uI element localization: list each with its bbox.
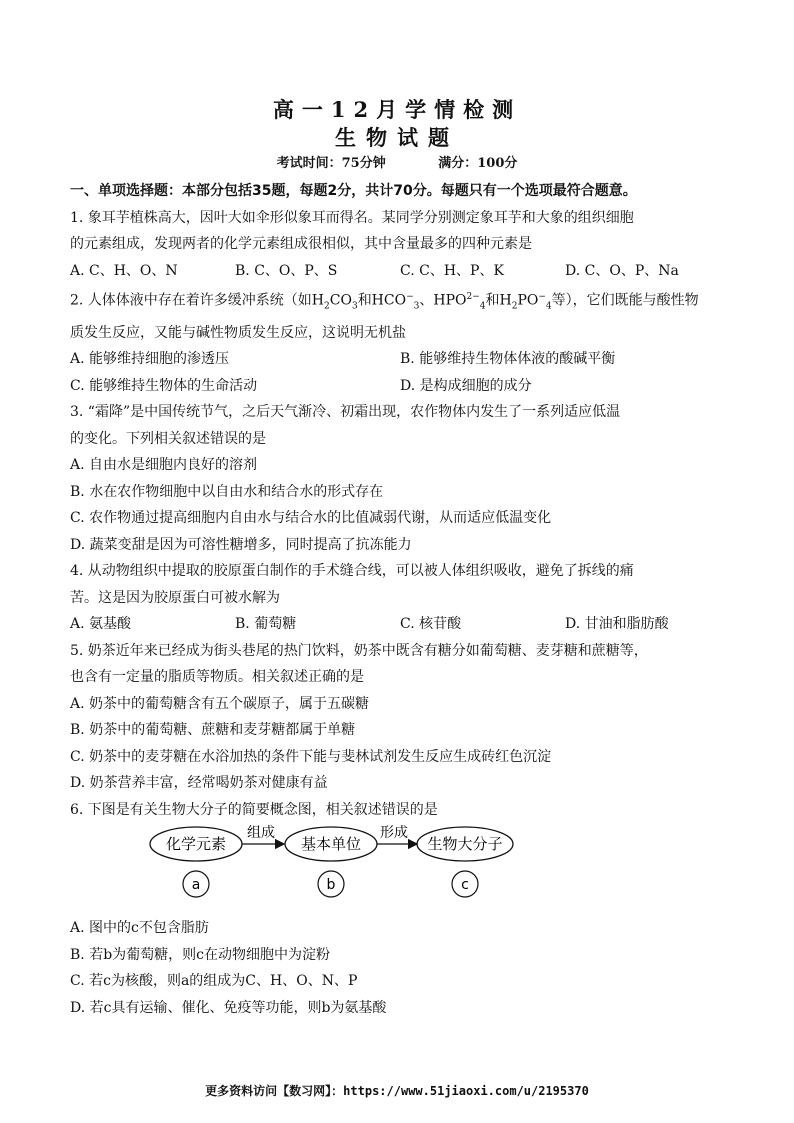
option-a: A. 能够维持细胞的渗透压 xyxy=(70,351,230,368)
exam-meta xyxy=(0,155,794,173)
option-b: B. 水在农作物细胞中以自由水和结合水的形式存在 xyxy=(70,483,384,500)
node-b-text: 基本单位 xyxy=(300,835,362,854)
question-1-options xyxy=(70,258,730,285)
question-1 xyxy=(70,205,730,285)
section-heading: 一、单项选择题：本部分包括35题，每题2分，共计70分。每题只有一个选项最符合题意。 xyxy=(70,183,637,199)
option-d: D. 蔬菜变甜是因为可溶性糖增多，同时提高了抗冻能力 xyxy=(70,536,412,553)
question-3-stem-line1: 3. “霜降”是中国传统节气，之后天气渐冷、初霜出现，农作物体内发生了一系列适应低温 xyxy=(70,404,621,421)
option-b: B. C、O、P、S xyxy=(235,262,338,279)
question-4 xyxy=(70,558,730,638)
question-6 xyxy=(70,797,730,1022)
option-d: D. 甘油和脂肪酸 xyxy=(565,616,669,633)
footer-link[interactable]: 更多资料访问【数习网】：https://www.51jiaoxi.com/u/2195370 xyxy=(205,1084,589,1098)
option-a: A. 奶茶中的葡萄糖含有五个碳原子，属于五碳糖 xyxy=(70,695,370,712)
option-c: C. 核苷酸 xyxy=(400,616,462,633)
option-a: A. 氨基酸 xyxy=(70,616,132,633)
option-c: C. 能够维持生物体的生命活动 xyxy=(70,377,258,394)
option-b: B. 若b为葡萄糖，则c在动物细胞中为淀粉 xyxy=(70,946,330,963)
question-5 xyxy=(70,638,730,797)
option-a: A. 自由水是细胞内良好的溶剂 xyxy=(70,457,258,474)
option-c: C. 若c为核酸，则a的组成为C、H、O、N、P xyxy=(70,973,358,990)
concept-diagram-svg xyxy=(70,823,730,915)
question-2 xyxy=(70,284,730,399)
exam-time: 考试时间：75分钟 xyxy=(276,156,386,171)
question-4-options xyxy=(70,611,730,638)
label-c-text: c xyxy=(461,877,469,894)
option-b: B. 能够维持生物体体液的酸碱平衡 xyxy=(400,351,616,368)
option-d: D. 是构成细胞的成分 xyxy=(400,377,532,394)
label-a-text: a xyxy=(191,877,201,894)
question-2-stem-line2: 质发生反应，又能与碱性物质发生反应，这说明无机盐 xyxy=(70,324,406,341)
question-1-stem-line1: 1. 象耳芋植株高大，因叶大如伞形似象耳而得名。某同学分别测定象耳芋和大象的组织细胞 xyxy=(70,209,634,226)
option-c: C. C、H、P、K xyxy=(400,262,504,279)
question-5-stem-line2: 也含有一定量的脂质等物质。相关叙述正确的是 xyxy=(70,669,364,686)
question-2-options-row1 xyxy=(70,346,730,373)
node-a-text: 化学元素 xyxy=(165,835,227,854)
exam-score: 满分：100分 xyxy=(438,156,518,171)
option-d: D. 若c具有运输、催化、免疫等功能，则b为氨基酸 xyxy=(70,999,387,1016)
exam-subtitle: 生物试题 xyxy=(335,125,459,150)
exam-content xyxy=(70,178,730,1021)
node-c-text: 生物大分子 xyxy=(427,835,503,854)
option-a: A. C、H、O、N xyxy=(70,262,178,279)
question-3 xyxy=(70,399,730,558)
option-c: C. 奶茶中的麦芽糖在水浴加热的条件下能与斐林试剂发生反应生成砖红色沉淀 xyxy=(70,748,552,765)
option-b: B. 奶茶中的葡萄糖、蔗糖和麦芽糖都属于单糖 xyxy=(70,722,356,739)
question-4-stem-line2: 苦。这是因为胶原蛋白可被水解为 xyxy=(70,589,280,606)
question-4-stem-line1: 4. 从动物组织中提取的胶原蛋白制作的手术缝合线，可以被人体组织吸收，避免了拆线的痛 xyxy=(70,563,634,580)
option-c: C. 农作物通过提高细胞内自由水与结合水的比值减弱代谢，从而适应低温变化 xyxy=(70,510,552,527)
question-5-stem-line1: 5. 奶茶近年来已经成为街头巷尾的热门饮料，奶茶中既含有糖分如葡萄糖、麦芽糖和蔗糖等， xyxy=(70,642,648,659)
label-b-text: b xyxy=(326,877,336,894)
exam-title: 高一12月学情检测 xyxy=(272,97,522,122)
arrow-1-label: 组成 xyxy=(247,825,275,842)
arrow-2-label: 形成 xyxy=(380,825,408,842)
option-d: D. 奶茶营养丰富，经常喝奶茶对健康有益 xyxy=(70,775,328,792)
option-d: D. C、O、P、Na xyxy=(565,262,679,279)
question-6-stem: 6. 下图是有关生物大分子的简要概念图，相关叙述错误的是 xyxy=(70,801,438,818)
question-1-stem-line2: 的元素组成，发现两者的化学元素组成很相似，其中含量最多的四种元素是 xyxy=(70,236,532,252)
option-a: A. 图中的c不包含脂肪 xyxy=(70,920,209,937)
option-b: B. 葡萄糖 xyxy=(235,616,297,633)
concept-diagram xyxy=(70,823,730,915)
question-2-options-row2 xyxy=(70,373,730,400)
question-3-stem-line2: 的变化。下列相关叙述错误的是 xyxy=(70,430,266,447)
question-2-stem-line1: 2. 人体体液中存在着许多缓冲系统（如$H_2CO_3$和$HCO^-_3$、$HPO^{2-}_4$和$H_2PO^-_4$等），它们既能与酸性物 xyxy=(70,292,699,312)
